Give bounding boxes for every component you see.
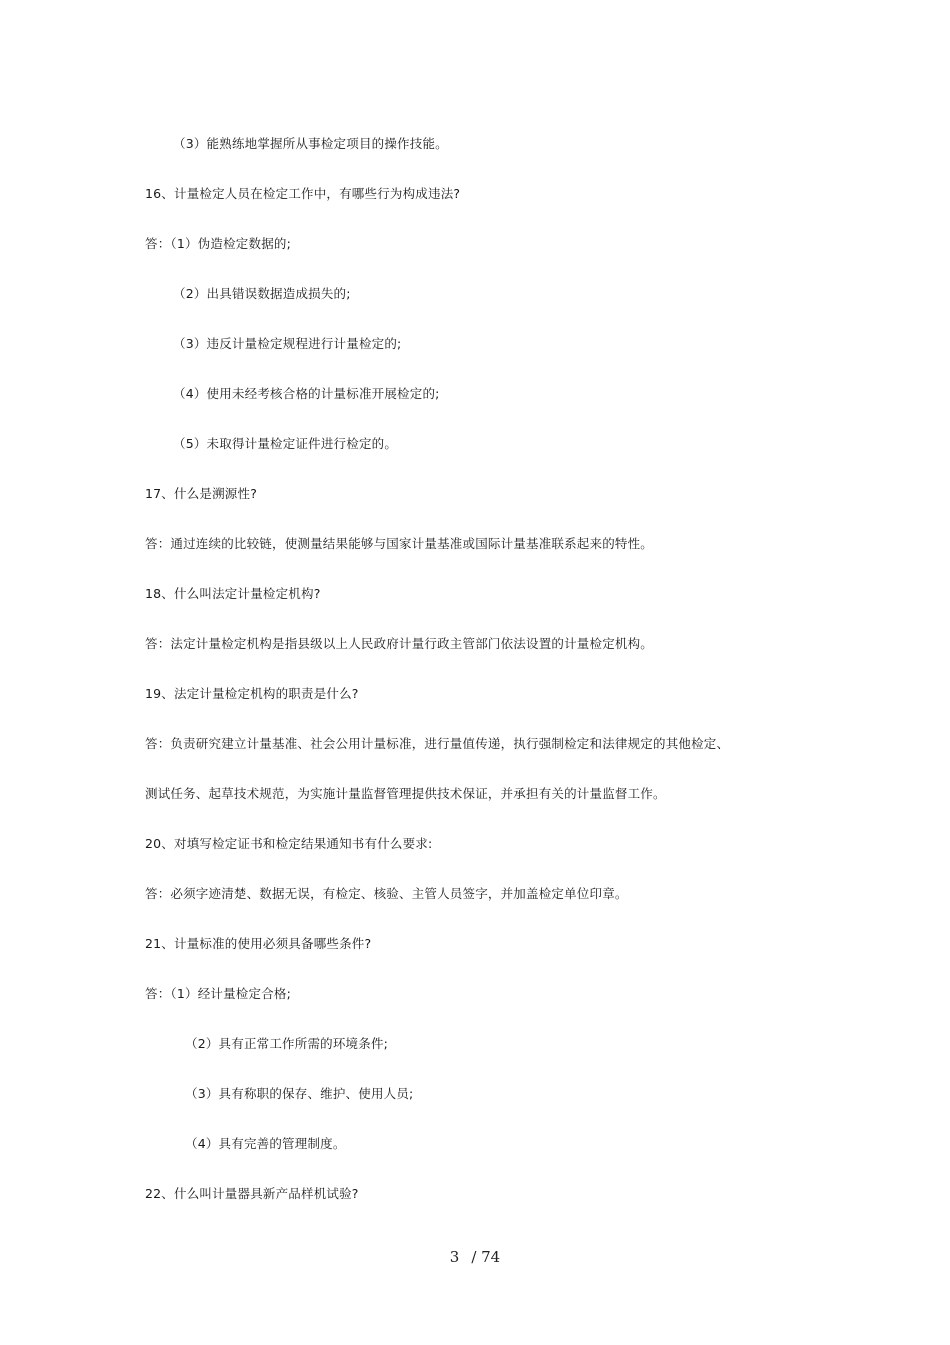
question-17: 17、什么是溯源性? [145, 486, 258, 501]
question-19: 19、法定计量检定机构的职责是什么? [145, 686, 359, 701]
answer-21-item-1: 答：（1）经计量检定合格; [145, 986, 292, 1001]
answer-20: 答：必须字迹清楚、数据无误，有检定、核验、主管人员签字，并加盖检定单位印章。 [145, 886, 628, 901]
question-22: 22、什么叫计量器具新产品样机试验? [145, 1186, 359, 1201]
answer-16-item-3: （3）违反计量检定规程进行计量检定的; [173, 336, 402, 351]
answer-18: 答：法定计量检定机构是指县级以上人民政府计量行政主管部门依法设置的计量检定机构。 [145, 636, 654, 651]
question-16: 16、计量检定人员在检定工作中，有哪些行为构成违法? [145, 186, 461, 201]
question-20: 20、对填写检定证书和检定结果通知书有什么要求: [145, 836, 433, 851]
question-18: 18、什么叫法定计量检定机构? [145, 586, 321, 601]
answer-16-item-5: （5）未取得计量检定证件进行检定的。 [173, 436, 398, 451]
current-page-number: 3 [449, 1248, 460, 1266]
answer-16-item-1: 答：（1）伪造检定数据的; [145, 236, 292, 251]
answer-19-line-2: 测试任务、起草技术规范，为实施计量监督管理提供技术保证，并承担有关的计量监督工作。 [145, 786, 666, 801]
total-pages: / 74 [471, 1248, 501, 1266]
answer-16-item-4: （4）使用未经考核合格的计量标准开展检定的; [173, 386, 440, 401]
answer-item-15-3: （3）能熟练地掌握所从事检定项目的操作技能。 [173, 136, 448, 151]
answer-21-item-2: （2）具有正常工作所需的环境条件; [185, 1036, 389, 1051]
answer-21-item-4: （4）具有完善的管理制度。 [185, 1136, 346, 1151]
answer-21-item-3: （3）具有称职的保存、维护、使用人员; [185, 1086, 414, 1101]
answer-17: 答：通过连续的比较链，使测量结果能够与国家计量基准或国际计量基准联系起来的特性。 [145, 536, 654, 551]
answer-16-item-2: （2）出具错误数据造成损失的; [173, 286, 351, 301]
question-21: 21、计量标准的使用必须具备哪些条件? [145, 936, 372, 951]
answer-19-line-1: 答：负责研究建立计量基准、社会公用计量标准，进行量值传递，执行强制检定和法律规定的其他检定、 [145, 736, 730, 751]
page-footer [0, 1248, 950, 1266]
